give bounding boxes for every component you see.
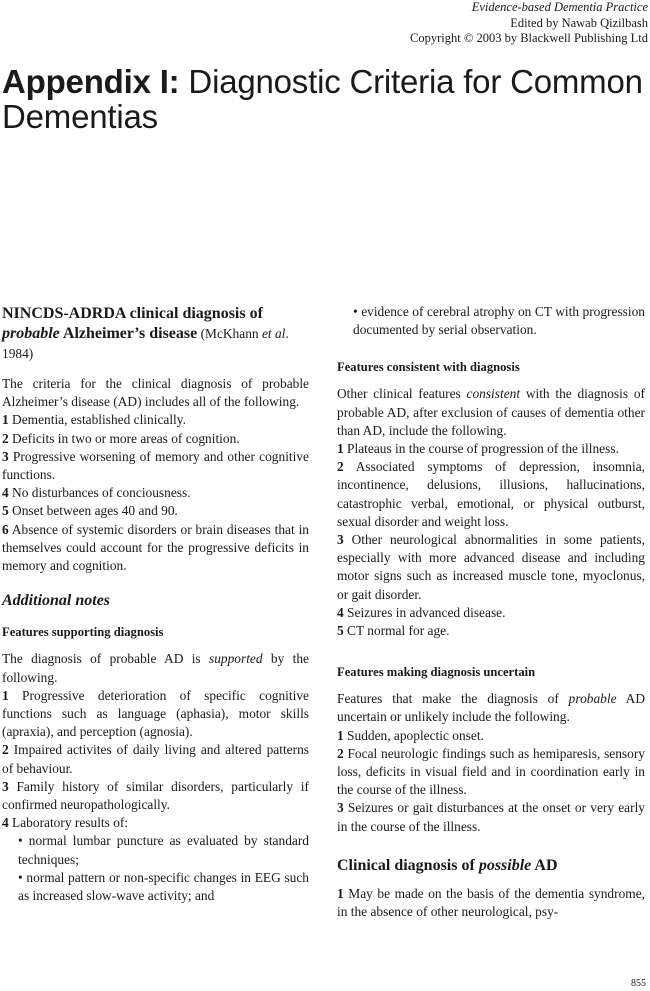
consistent-list xyxy=(337,440,645,640)
copyright-line: Copyright © 2003 by Blackwell Publishing Ltd xyxy=(410,31,648,45)
list-item: 5 CT normal for age. xyxy=(337,623,450,639)
uncertain-list xyxy=(337,727,645,836)
list-item: 3 Family history of similar disorders, particularly if confirmed neuropathologically. xyxy=(2,778,309,813)
list-item: 3 Seizures or gait disturbances at the onset or very early in the course of the illness. xyxy=(337,800,645,834)
list-item: 1 Dementia, established clinically. xyxy=(2,412,186,428)
section-heading-probable-ad: NINCDS-ADRDA clinical diagnosis of probable Alzheimer’s disease (McKhann et al. 1984) xyxy=(2,305,289,361)
title-text: Diagnostic Criteria for Common Dementias xyxy=(2,63,643,135)
left-column xyxy=(2,304,309,905)
page-title xyxy=(2,64,650,134)
additional-notes-heading: Additional notes xyxy=(2,592,111,610)
appendix-label: Appendix I: xyxy=(2,63,180,100)
list-item: 4 Seizures in advanced disease. xyxy=(337,604,506,620)
possible-list xyxy=(337,885,645,921)
list-item: 1 May be made on the basis of the dementia syndrome, in the absence of other neurological, psy- xyxy=(337,885,645,920)
consistent-heading: Features consistent with diagnosis xyxy=(337,360,520,375)
supporting-heading: Features supporting diagnosis xyxy=(2,625,164,640)
bullet-item: • normal lumbar puncture as evaluated by standard techniques; xyxy=(18,833,309,867)
consistent-intro: Other clinical features consistent with the diagnosis of probable AD, after exclusion of causes of dementia other than AD, include the following. xyxy=(337,386,645,438)
list-item: 3 Progressive worsening of memory and other cognitive functions. xyxy=(2,448,309,483)
list-item: 2 Deficits in two or more areas of cognition. xyxy=(2,430,240,446)
list-item: 3 Other neurological abnormalities in some patients, especially with more advanced disease and including motor signs such as increased muscle tone, myoclonus, or gait disorder. xyxy=(337,532,645,602)
list-item: 1 Sudden, apoplectic onset. xyxy=(337,727,484,743)
possible-ad-heading: Clinical diagnosis of possible AD xyxy=(337,856,558,874)
list-item: 6 Absence of systemic disorders or brain diseases that in themselves could account for the progressive deficits in memory and cognition. xyxy=(2,521,309,574)
intro-paragraph: The criteria for the clinical diagnosis of probable Alzheimer’s disease (AD) includes all of the following. xyxy=(2,376,309,410)
list-item: 2 Focal neurologic findings such as hemiparesis, sensory loss, deficits in visual field and in coordination early in the course of the illness. xyxy=(337,745,645,798)
page-number: 855 xyxy=(631,978,646,989)
bullet-item: • evidence of cerebral atrophy on CT with progression documented by serial observation. xyxy=(353,304,645,338)
list-item: 2 Associated symptoms of depression, insomnia, incontinence, delusions, illusions, hallucinations, catastrophic verbal, emotional, or physical outburst, sexual disorder and weight loss. xyxy=(337,459,645,529)
book-title: Evidence-based Dementia Practice xyxy=(471,0,648,14)
right-column xyxy=(337,303,645,921)
list-item: 2 Impaired activites of daily living and altered patterns of behaviour. xyxy=(2,742,309,776)
running-header xyxy=(410,0,648,47)
editor-line: Edited by Nawab Qizilbash xyxy=(510,15,648,30)
uncertain-intro: Features that make the diagnosis of probable AD uncertain or unlikely include the following. xyxy=(337,691,645,725)
supporting-list xyxy=(2,687,309,905)
uncertain-heading: Features making diagnosis uncertain xyxy=(337,665,536,680)
citation: (McKhann et al. 1984) xyxy=(2,326,289,361)
supporting-intro: The diagnosis of probable AD is supported by the following. xyxy=(2,651,309,685)
criteria-list xyxy=(2,411,309,575)
list-item: 1 Progressive deterioration of specific cognitive functions such as language (aphasia), motor skills (apraxia), and perception (agnosia). xyxy=(2,687,309,740)
bullet-item: • normal pattern or non-specific changes in EEG such as increased slow-wave activity; and xyxy=(18,869,309,904)
list-item: 4 No disturbances of conciousness. xyxy=(2,485,191,501)
list-item: 1 Plateaus in the course of progression of the illness. xyxy=(337,441,619,457)
list-item: 5 Onset between ages 40 and 90. xyxy=(2,503,178,519)
list-item: 4 Laboratory results of: xyxy=(2,815,129,831)
